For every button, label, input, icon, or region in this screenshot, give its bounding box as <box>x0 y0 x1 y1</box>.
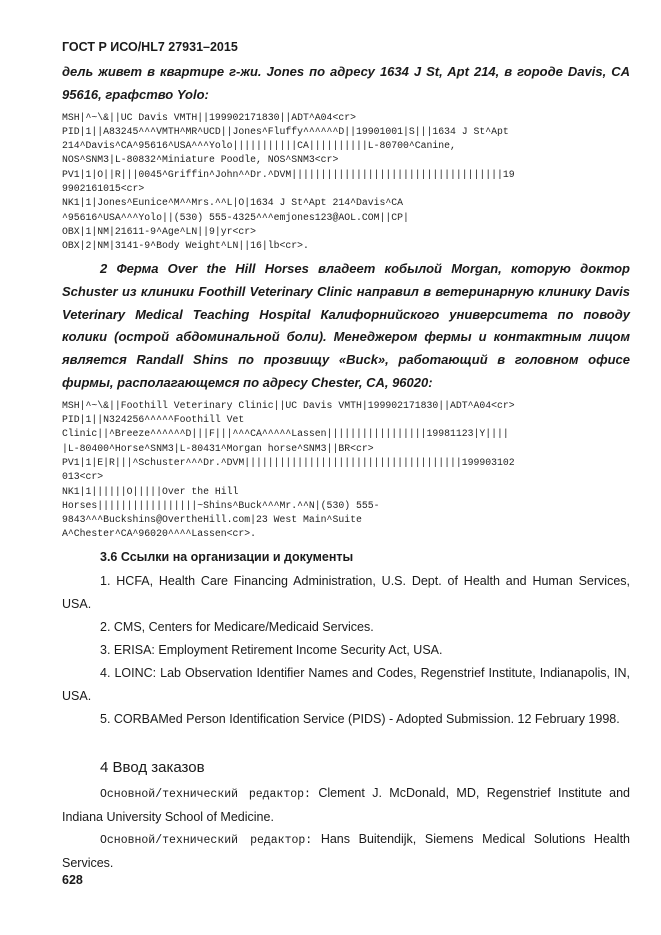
editor-name: Hans Buitendijk, Siemens Medical Solutions Health Services. <box>62 832 630 870</box>
standard-header: ГОСТ Р ИСО/HL7 27931–2015 <box>62 40 238 54</box>
editor-entry <box>62 828 630 875</box>
example1-block <box>62 61 630 254</box>
reference-item: 3. ERISA: Employment Retirement Income Security Act, USA. <box>100 643 443 657</box>
example2-text: 2 Ферма Over the Hill Horses владеет кобылой Morgan, которую доктор Schuster из клиники Foothill Veterinary Clinic направил в ветеринарную клинику Davis Veterinary Medical Teaching Hospital Калифорнийского университета по поводу колики (острой абдоминальной боли). Менеджером фермы и контактным лицом является Randall Shins по прозвищу «Buck», работающий в головном офисе фирмы, располагающемся по адресу Chester, CA, 96020: <box>62 261 630 390</box>
reference-item: 1. HCFA, Health Care Financing Administration, U.S. Dept. of Health and Human Services, USA. <box>62 574 630 611</box>
example2-hl7-message: MSH|^~\&||Foothill Veterinary Clinic||UC Davis VMTH|199902171830||ADT^A04<cr> PID|1||N324256^^^^^Foothill Vet Clinic||^Breeze^^^^^^D|||F|||^^^CA^^^^^Lassen|||||||||||||||||19981123|Y|||| |L-80400^Horse^SNM3|L-80431^Morgan horse^SNM3||BR<cr> PV1|1|E|R|||^Schuster^^^Dr.^DVM|||||||||||||||||||||||||||||||||||||199903102 013<cr> NK1|1||||||O|||||Over the Hill Horses|||||||||||||||||~Shins^Buck^^^Mr.^^N|(530) 555- 9843^^^Buckshins@OvertheHill.com|23 West Main^Suite A^Chester^CA^96020^^^^Lassen<cr>. <box>62 399 515 540</box>
example1-text: дель живет в квартире г-жи. Jones по адресу 1634 J St, Apt 214, в городе Davis, CA 95616, графство Yolo: <box>62 64 630 102</box>
page-number: 628 <box>62 873 83 887</box>
editor-role: Основной/технический редактор: <box>100 788 311 801</box>
example1-hl7-message: MSH|^~\&||UC Davis VMTH||199902171830||ADT^A04<cr> PID|1||A83245^^^VMTH^MR^UCD||Jones^Fluffy^^^^^^D||19901001|S|||1634 J St^Apt 214^Davis^CA^95616^USA^^^Yolo|||||||||||CA||||||||||L-80700^Canine, NOS^SNM3|L-80832^Miniature Poodle, NOS^SNM3<cr> PV1|1|O||R|||0045^Griffin^John^^Dr.^DVM||||||||||||||||||||||||||||||||||||19 9902161015<cr> NK1|1|Jones^Eunice^M^^Mrs.^^L|O|1634 J St^Apt 214^Davis^CA ^95616^USA^^^Yolo||(530) 555-4325^^^emjones123@AOL.COM||CP| OBX|1|NM|21611-9^Age^LN||9|yr<cr> OBX|2|NM|3141-9^Body Weight^LN||16|lb<cr>. <box>62 111 515 252</box>
editor-entry <box>62 782 630 829</box>
example2-block <box>62 258 630 542</box>
section-3-6-heading: 3.6 Ссылки на организации и документы <box>100 550 354 564</box>
editor-name: Clement J. McDonald, MD, Regenstrief Institute and Indiana University School of Medicine. <box>62 786 630 824</box>
section-4-heading: 4 Ввод заказов <box>100 759 205 776</box>
reference-item: 2. CMS, Centers for Medicare/Medicaid Services. <box>100 620 374 634</box>
editor-role: Основной/технический редактор: <box>100 834 313 847</box>
reference-item: 5. CORBAMed Person Identification Service (PIDS) - Adopted Submission. 12 February 1998. <box>100 712 620 726</box>
reference-item: 4. LOINC: Lab Observation Identifier Names and Codes, Regenstrief Institute, Indianapolis, IN, USA. <box>62 666 630 703</box>
